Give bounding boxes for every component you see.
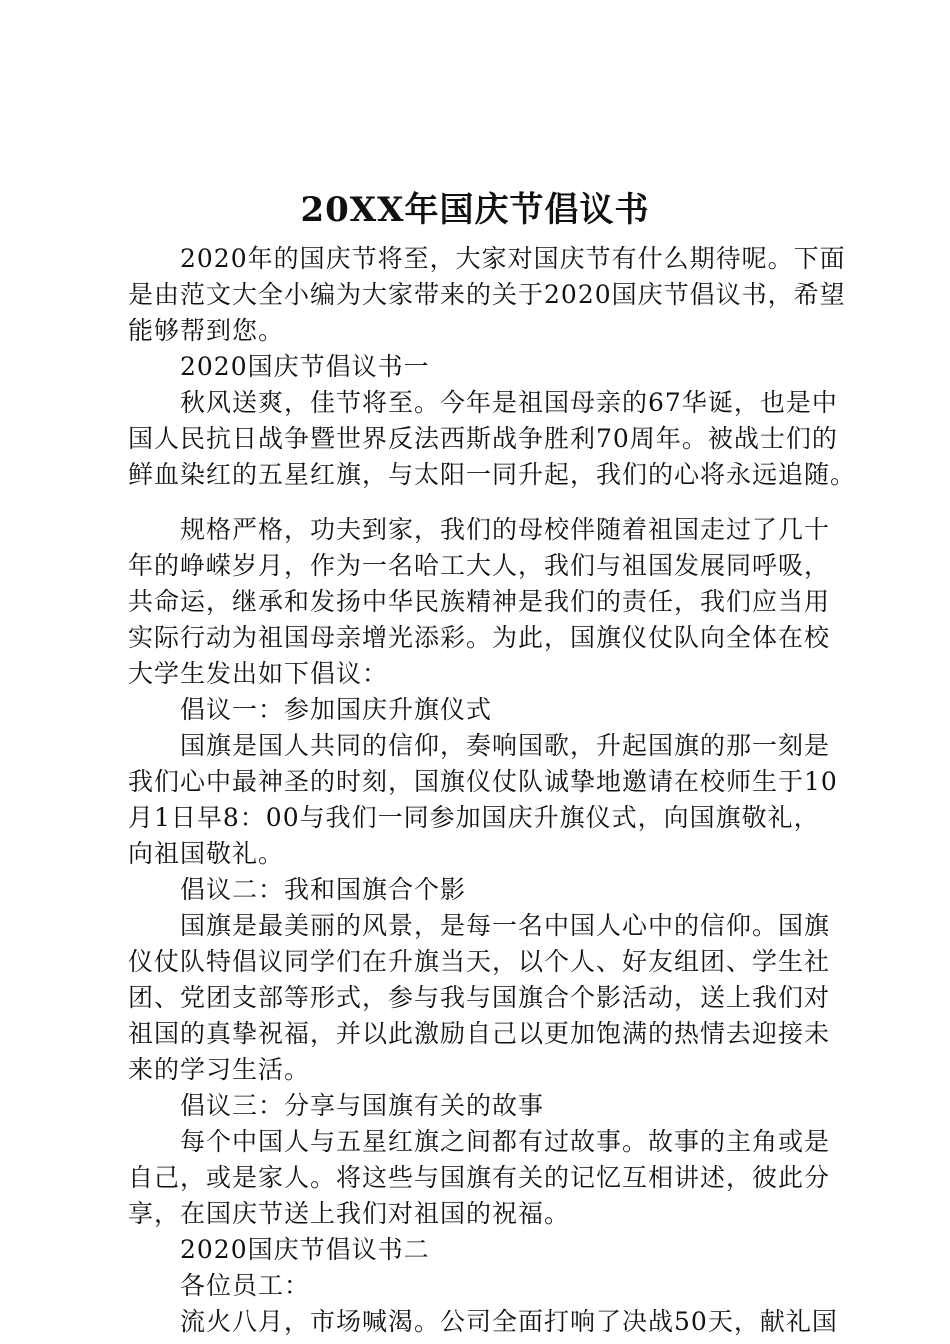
paragraph-line: 月1日早8：00与我们一同参加国庆升旗仪式，向国旗敬礼， [128, 803, 820, 832]
paragraph-line: 自己，或是家人。将这些与国旗有关的记忆互相讲述，彼此分 [128, 1163, 831, 1192]
paragraph-line: 祖国的真挚祝福，并以此激励自己以更加饱满的热情去迎接未 [128, 1019, 831, 1048]
section-heading: 2020国庆节倡议书二 [180, 1235, 430, 1264]
paragraph-line: 仪仗队特倡议同学们在升旗当天，以个人、好友组团、学生社 [128, 947, 831, 976]
salutation: 各位员工： [180, 1271, 311, 1300]
paragraph-line: 向祖国敬礼。 [128, 839, 285, 868]
paragraph-line: 共命运，继承和发扬中华民族精神是我们的责任，我们应当用 [128, 587, 831, 616]
document-title: 20XX年国庆节倡议书 [300, 190, 650, 230]
paragraph-line: 国旗是最美丽的风景，是每一名中国人心中的信仰。国旗 [180, 911, 831, 940]
proposal-heading: 倡议一：参加国庆升旗仪式 [180, 695, 493, 724]
proposal-heading: 倡议二：我和国旗合个影 [180, 875, 467, 904]
paragraph-line: 国旗是国人共同的信仰，奏响国歌，升起国旗的那一刻是 [180, 731, 831, 760]
paragraph-line: 享，在国庆节送上我们对祖国的祝福。 [128, 1199, 571, 1228]
paragraph-line: 来的学习生活。 [128, 1055, 311, 1084]
paragraph-line: 是由范文大全小编为大家带来的关于2020国庆节倡议书，希望 [128, 280, 846, 309]
paragraph-line: 大学生发出如下倡议： [128, 659, 389, 688]
paragraph-line: 规格严格，功夫到家，我们的母校伴随着祖国走过了几十 [180, 515, 831, 544]
section-heading: 2020国庆节倡议书一 [180, 352, 430, 381]
paragraph-line: 我们心中最神圣的时刻，国旗仪仗队诚挚地邀请在校师生于10 [128, 767, 838, 796]
proposal-heading: 倡议三：分享与国旗有关的故事 [180, 1091, 545, 1120]
paragraph-line: 秋风送爽，佳节将至。今年是祖国母亲的67华诞，也是中 [180, 388, 838, 417]
paragraph-line: 2020年的国庆节将至，大家对国庆节有什么期待呢。下面 [180, 244, 846, 273]
paragraph-line: 实际行动为祖国母亲增光添彩。为此，国旗仪仗队向全体在校 [128, 623, 831, 652]
paragraph-line: 团、党团支部等形式，参与我与国旗合个影活动，送上我们对 [128, 983, 831, 1012]
paragraph-line: 年的峥嵘岁月，作为一名哈工大人，我们与祖国发展同呼吸， [128, 551, 831, 580]
paragraph-line: 每个中国人与五星红旗之间都有过故事。故事的主角或是 [180, 1127, 831, 1156]
paragraph-line: 流火八月，市场喊渴。公司全面打响了决战50天，献礼国 [180, 1307, 838, 1336]
paragraph-line: 国人民抗日战争暨世界反法西斯战争胜利70周年。被战士们的 [128, 424, 838, 453]
paragraph-line: 能够帮到您。 [128, 316, 285, 345]
paragraph-line: 鲜血染红的五星红旗，与太阳一同升起，我们的心将永远追随。 [128, 460, 857, 489]
